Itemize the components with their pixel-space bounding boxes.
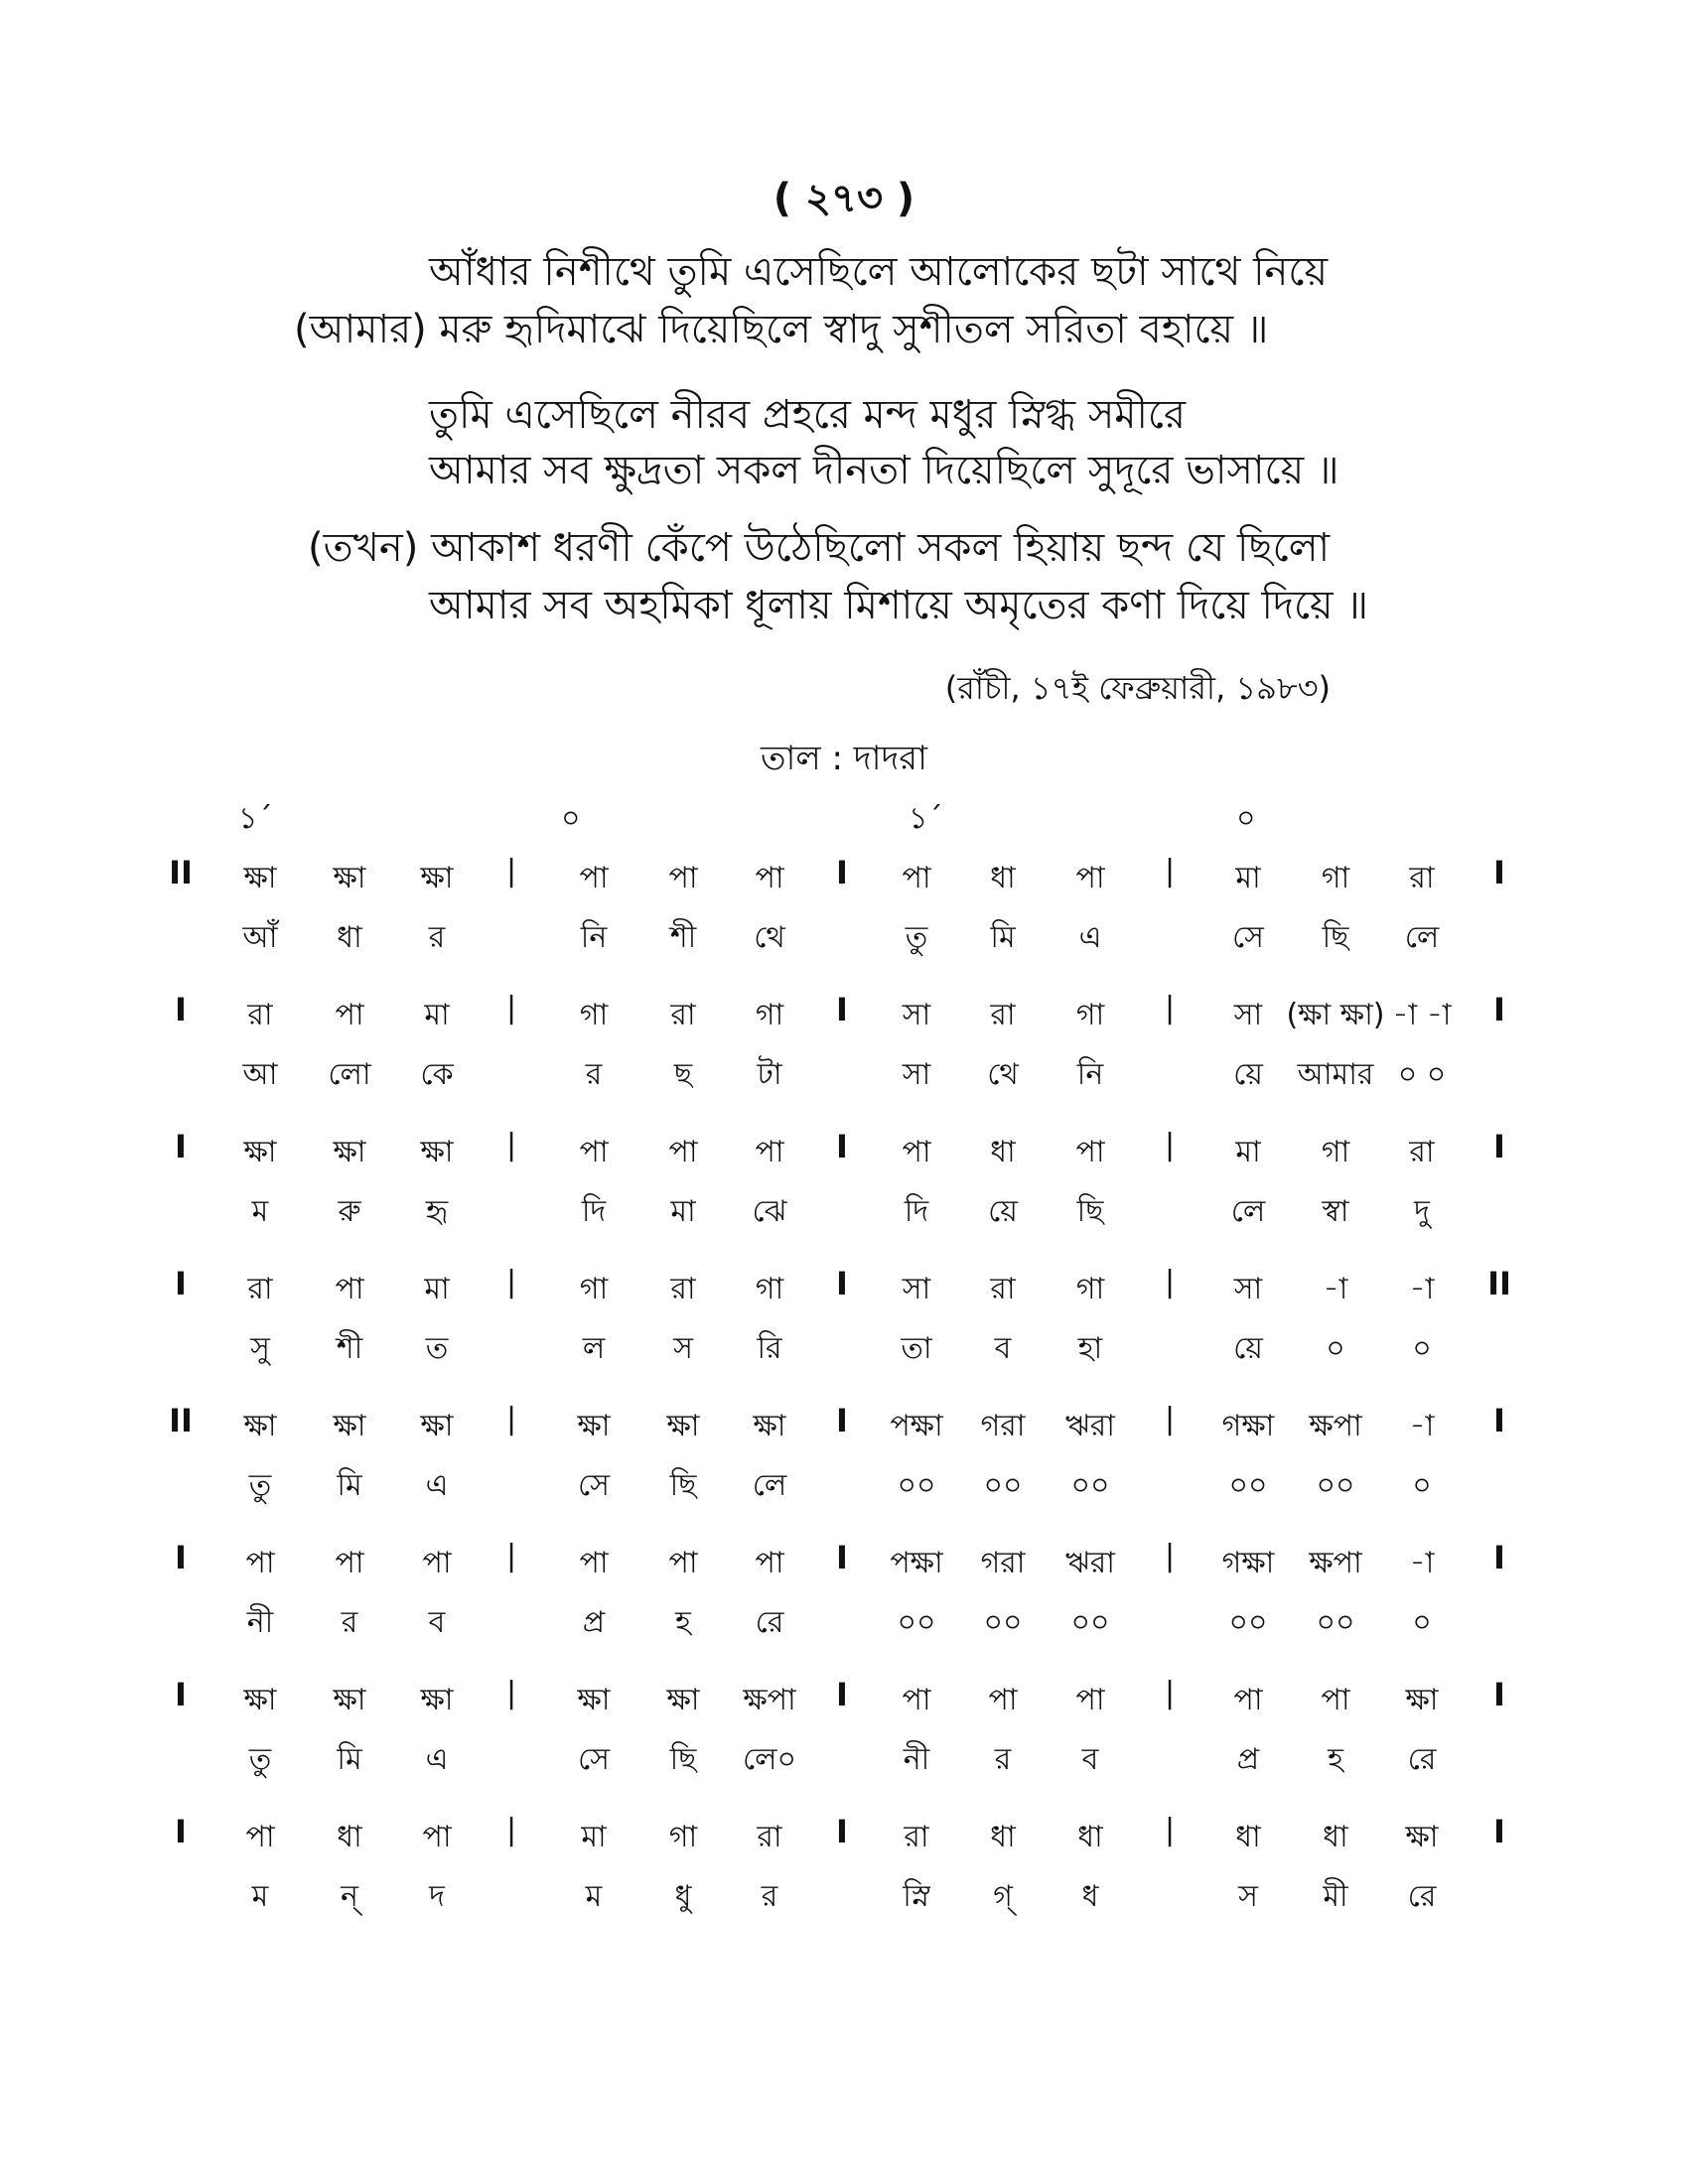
syllable: ব (994, 1331, 1012, 1366)
syllable: ন্ (341, 1879, 358, 1914)
note: পা (579, 1546, 609, 1580)
note: -া (1409, 1409, 1435, 1443)
division-mark: | (505, 1402, 517, 1436)
syllable: ০ (1326, 1331, 1345, 1366)
syllable: আমার (1297, 1057, 1374, 1092)
syllable: এ (425, 1468, 449, 1503)
syllable: হৃ (425, 1194, 449, 1229)
syllable: দি (581, 1194, 607, 1229)
note: পা (1321, 1683, 1350, 1717)
note: ধা (990, 861, 1016, 895)
syllable: রি (757, 1331, 782, 1366)
syllable: ০০ (1316, 1605, 1355, 1640)
syllable: ০০ (897, 1468, 936, 1503)
note: পা (668, 861, 698, 895)
syllable: গ্ (993, 1879, 1013, 1914)
syllable: ছি (1322, 920, 1349, 955)
lyric-line-text: তুমি এসেছিলে নীরব প্রহরে মন্দ মধুর স্নিগ্ধ সমীরে (429, 392, 1186, 438)
syllable: এ (1078, 920, 1102, 955)
note: ঋরা (1064, 1546, 1115, 1580)
bar-line-mid: I (836, 991, 848, 1028)
note: পা (755, 861, 784, 895)
lyric-line-text: আকাশ ধরণী কেঁপে উঠেছিলো সকল হিয়ায় ছন্দ যে ছিলো (431, 525, 1331, 571)
syllable: মী (1323, 1879, 1348, 1914)
syllable: দু (1414, 1194, 1430, 1229)
note: রা (757, 1820, 782, 1854)
syllable: ধা (337, 920, 362, 955)
bar-line-start: II (169, 854, 193, 891)
note: সা (902, 998, 931, 1032)
note: ক্ষা (1405, 1820, 1439, 1854)
syllable: ত (425, 1331, 449, 1366)
note: ক্ষা (333, 1135, 366, 1169)
note: রা (247, 998, 273, 1032)
note: ক্ষপা (1309, 1546, 1362, 1580)
note: ক্ষা (243, 1135, 277, 1169)
syllable: স (673, 1331, 693, 1366)
syllable: স্নি (903, 1879, 930, 1914)
note: গা (1075, 1272, 1105, 1306)
syllable: শী (669, 920, 697, 955)
syllable: ০ (1412, 1468, 1432, 1503)
syllable: লে (1230, 1194, 1266, 1229)
lyric-line-2 (294, 304, 1268, 355)
division-mark: | (1164, 1402, 1176, 1436)
syllable: য়ে (1233, 1331, 1263, 1366)
note: পা (1075, 1683, 1105, 1717)
note: পা (668, 1546, 698, 1580)
note: ধা (337, 1820, 362, 1854)
bar-line-start: I (175, 1676, 187, 1713)
note: সা (902, 1272, 931, 1306)
division-mark: | (1164, 991, 1176, 1025)
syllable: রে (755, 1605, 784, 1640)
bar-line-end: I (1493, 991, 1505, 1028)
note: গা (755, 998, 784, 1032)
division-mark: | (505, 1539, 517, 1573)
note: ক্ষা (577, 1683, 611, 1717)
note: -া (1409, 1546, 1435, 1580)
note: ক্ষা (666, 1683, 700, 1717)
syllable: ছি (669, 1468, 697, 1503)
notation-row (0, 1402, 1688, 1531)
syllable: ০০ (897, 1605, 936, 1640)
lyric-line-1 (429, 246, 1328, 298)
note: ক্ষপা (743, 1683, 796, 1717)
syllable: রু (338, 1194, 361, 1229)
note: পা (579, 1135, 609, 1169)
bar-line-end: I (1493, 854, 1505, 891)
note: সা (1233, 998, 1263, 1032)
syllable: র (761, 1879, 778, 1914)
bar-line-end: I (1493, 1676, 1505, 1713)
syllable: নি (580, 920, 608, 955)
division-mark: | (1164, 1128, 1176, 1162)
note: পা (422, 1820, 452, 1854)
syllable: লে (1404, 920, 1440, 955)
note: ধা (990, 1135, 1016, 1169)
note: মা (424, 1272, 450, 1306)
note: ঋরা (1064, 1409, 1115, 1443)
bar-line-mid: I (836, 1539, 848, 1576)
lyric-line-6 (429, 580, 1368, 631)
note: ধা (1235, 1820, 1261, 1854)
syllable: তু (248, 1468, 272, 1503)
syllable: থে (754, 920, 785, 955)
note: মা (581, 1820, 607, 1854)
note: পা (245, 1820, 275, 1854)
composition-date: (রাঁচী, ১৭ই ফেব্রুয়ারী, ১৯৮৩) (944, 669, 1331, 707)
note: ক্ষা (243, 1409, 277, 1443)
note: মা (1235, 861, 1261, 895)
syllable: ছ (673, 1057, 693, 1092)
syllable: দি (904, 1194, 929, 1229)
note: গা (1321, 861, 1350, 895)
note: ক্ষা (333, 1409, 366, 1443)
syllable: ঝে (752, 1194, 787, 1229)
lyric-lead: (আমার) (294, 307, 427, 352)
syllable: ০ (1412, 1605, 1432, 1640)
syllable: র (994, 1742, 1012, 1777)
syllable: স্বা (1322, 1194, 1349, 1229)
bar-line-start: II (169, 1402, 193, 1439)
note: পা (1075, 1135, 1105, 1169)
bar-line-end: II (1487, 1265, 1511, 1302)
page-number: ( ২৭৩ ) (773, 176, 915, 221)
beat-mark: ০ (1236, 801, 1256, 836)
bar-line-mid: I (836, 1128, 848, 1165)
note: রা (990, 998, 1016, 1032)
syllable: হা (1077, 1331, 1103, 1366)
note: পক্ষা (890, 1409, 943, 1443)
beat-mark: ০ (561, 801, 581, 836)
notation-row (0, 1813, 1688, 1942)
note: গা (755, 1272, 784, 1306)
syllable: ম (251, 1879, 269, 1914)
division-mark: | (505, 854, 517, 888)
note: পা (1233, 1683, 1263, 1717)
note: পক্ষা (890, 1546, 943, 1580)
note: গরা (980, 1546, 1026, 1580)
bar-line-mid: I (836, 1265, 848, 1302)
bar-line-end: I (1493, 1539, 1505, 1576)
notation-row (0, 1676, 1688, 1805)
syllable: ০০ (1070, 1468, 1110, 1503)
note: ক্ষা (243, 1683, 277, 1717)
notation-row (0, 854, 1688, 983)
beat-marks (0, 794, 1688, 844)
bar-line-end: I (1493, 1813, 1505, 1850)
syllable: ০০ (983, 1468, 1023, 1503)
note: পা (335, 1546, 364, 1580)
notation-row (0, 1539, 1688, 1668)
note: মা (424, 998, 450, 1032)
notation-row (0, 1128, 1688, 1257)
syllable: ল (582, 1331, 606, 1366)
syllable: সা (902, 1057, 931, 1092)
note: গরা (980, 1409, 1026, 1443)
note: পা (988, 1683, 1018, 1717)
note: রা (670, 1272, 696, 1306)
bar-line-start: I (175, 1539, 187, 1576)
syllable: ০০ (1316, 1468, 1355, 1503)
note: গা (579, 1272, 609, 1306)
syllable: ছি (669, 1742, 697, 1777)
note: পা (579, 861, 609, 895)
syllable: কে (420, 1057, 454, 1092)
bar-line-mid: I (836, 1676, 848, 1713)
syllable: হ (675, 1605, 691, 1640)
syllable: লো (328, 1057, 371, 1092)
syllable: তা (901, 1331, 932, 1366)
bar-line-start: I (175, 991, 187, 1028)
syllable: মি (990, 920, 1016, 955)
note: -া (1323, 1272, 1348, 1306)
syllable: তু (248, 1742, 272, 1777)
lyric-lead: (তখন) (308, 525, 419, 571)
syllable: স (1238, 1879, 1258, 1914)
syllable: ম (251, 1194, 269, 1229)
note: ক্ষা (333, 1683, 366, 1717)
syllable: থে (987, 1057, 1019, 1092)
note: পা (335, 1272, 364, 1306)
bar-line-mid: I (836, 854, 848, 891)
note: ক্ষা (420, 1683, 454, 1717)
note: রা (990, 1272, 1016, 1306)
note: -া -া (1392, 998, 1452, 1032)
note: গা (1075, 998, 1105, 1032)
bar-line-end: I (1493, 1402, 1505, 1439)
note: গক্ষা (1221, 1546, 1275, 1580)
note: ধা (990, 1820, 1016, 1854)
bar-line-start: I (175, 1128, 187, 1165)
lyric-line-4 (429, 445, 1339, 496)
syllable: তু (905, 920, 928, 955)
syllable: ০০ (1228, 1468, 1268, 1503)
syllable: হ (1328, 1742, 1343, 1777)
division-mark: | (505, 1676, 517, 1710)
bar-line-end: I (1493, 1128, 1505, 1165)
syllable: মি (337, 1468, 362, 1503)
division-mark: | (505, 1128, 517, 1162)
syllable: প্র (582, 1605, 606, 1640)
note: সা (1233, 1272, 1263, 1306)
division-mark: | (1164, 1539, 1176, 1573)
lyric-line-text: আঁধার নিশীথে তুমি এসেছিলে আলোকের ছটা সাথে নিয়ে (429, 249, 1329, 295)
syllable: ধ (1081, 1879, 1099, 1914)
lyric-line-5 (308, 522, 1330, 574)
note: পা (902, 1683, 931, 1717)
note: রা (904, 1820, 929, 1854)
syllable: ০০ (983, 1605, 1023, 1640)
division-mark: | (505, 1813, 517, 1847)
bar-line-mid: I (836, 1402, 848, 1439)
note: রা (670, 998, 696, 1032)
syllable: লে০ (742, 1742, 797, 1777)
note: -া (1409, 1272, 1435, 1306)
syllable: টা (757, 1057, 782, 1092)
division-mark: | (505, 991, 517, 1025)
note: পা (668, 1135, 698, 1169)
syllable: র (585, 1057, 603, 1092)
note: ক্ষা (577, 1409, 611, 1443)
syllable: সু (250, 1331, 270, 1366)
lyric-line-text: আমার সব অহমিকা ধূলায় মিশায়ে অমৃতের কণা দিয়ে দিয়ে ॥ (429, 583, 1368, 628)
syllable: ম (585, 1879, 603, 1914)
syllable: রে (1407, 1879, 1437, 1914)
syllable: নী (903, 1742, 930, 1777)
syllable: আঁ (242, 920, 278, 955)
note: গা (1321, 1135, 1350, 1169)
notation-row (0, 991, 1688, 1120)
note: ক্ষা (420, 861, 454, 895)
syllable: ছি (1076, 1194, 1104, 1229)
lyric-line-text: আমার সব ক্ষুদ্রতা সকল দীনতা দিয়েছিলে সুদূরে ভাসায়ে ॥ (429, 448, 1339, 493)
lyric-line-text: মরু হৃদিমাঝে দিয়েছিলে স্বাদু সুশীতল সরিতা বহায়ে ॥ (439, 307, 1269, 352)
note: ধা (1077, 1820, 1103, 1854)
syllable: ব (428, 1605, 446, 1640)
note: পা (335, 998, 364, 1032)
syllable: নি (1076, 1057, 1104, 1092)
note: ক্ষা (420, 1409, 454, 1443)
note: গা (668, 1820, 698, 1854)
syllable: এ (425, 1742, 449, 1777)
syllable: র (428, 920, 446, 955)
syllable: সে (578, 1742, 610, 1777)
note: গা (579, 998, 609, 1032)
division-mark: | (1164, 854, 1176, 888)
division-mark: | (1164, 1813, 1176, 1847)
syllable: নী (246, 1605, 274, 1640)
beat-mark: ১´ (909, 801, 943, 836)
syllable: দ (429, 1879, 445, 1914)
syllable: লে (752, 1468, 787, 1503)
note: রা (1409, 1135, 1435, 1169)
note: পা (422, 1546, 452, 1580)
syllable: ০ (1412, 1331, 1432, 1366)
beat-mark: ১´ (238, 801, 273, 836)
syllable: য়ে (1233, 1057, 1263, 1092)
syllable: ০০ (1070, 1605, 1110, 1640)
syllable: ব (1081, 1742, 1099, 1777)
syllable: সে (578, 1468, 610, 1503)
note: ক্ষা (333, 861, 366, 895)
tala-label: তাল : দাদরা (761, 739, 927, 778)
note: ক্ষা (243, 861, 277, 895)
note: মা (1235, 1135, 1261, 1169)
note: ক্ষা (1405, 1683, 1439, 1717)
note: পা (245, 1546, 275, 1580)
syllable: মা (670, 1194, 696, 1229)
syllable: ০ ০ (1397, 1057, 1447, 1092)
syllable: মি (337, 1742, 362, 1777)
syllable: ধু (674, 1879, 692, 1914)
syllable: রে (1407, 1742, 1437, 1777)
notation-row (0, 1265, 1688, 1394)
syllable: প্র (1236, 1742, 1260, 1777)
division-mark: | (1164, 1265, 1176, 1299)
note: গক্ষা (1221, 1409, 1275, 1443)
note: ক্ষা (753, 1409, 786, 1443)
note: পা (1075, 861, 1105, 895)
syllable: র (341, 1605, 358, 1640)
note: রা (247, 1272, 273, 1306)
note: পা (902, 1135, 931, 1169)
note: ক্ষা (666, 1409, 700, 1443)
note: পা (755, 1135, 784, 1169)
syllable: সে (1232, 920, 1264, 955)
note: ক্ষপা (1309, 1409, 1362, 1443)
note: (ক্ষা ক্ষা) (1286, 998, 1385, 1032)
syllable: য়ে (988, 1194, 1018, 1229)
lyric-line-3 (429, 389, 1186, 441)
division-mark: | (1164, 1676, 1176, 1710)
note: রা (1409, 861, 1435, 895)
division-mark: | (505, 1265, 517, 1299)
bar-line-start: I (175, 1265, 187, 1302)
syllable: ০০ (1228, 1605, 1268, 1640)
bar-line-mid: I (836, 1813, 848, 1850)
bar-line-start: I (175, 1813, 187, 1850)
syllable: শী (336, 1331, 363, 1366)
note: ক্ষা (420, 1135, 454, 1169)
note: পা (902, 861, 931, 895)
syllable: আ (242, 1057, 278, 1092)
note: ধা (1323, 1820, 1348, 1854)
note: পা (755, 1546, 784, 1580)
